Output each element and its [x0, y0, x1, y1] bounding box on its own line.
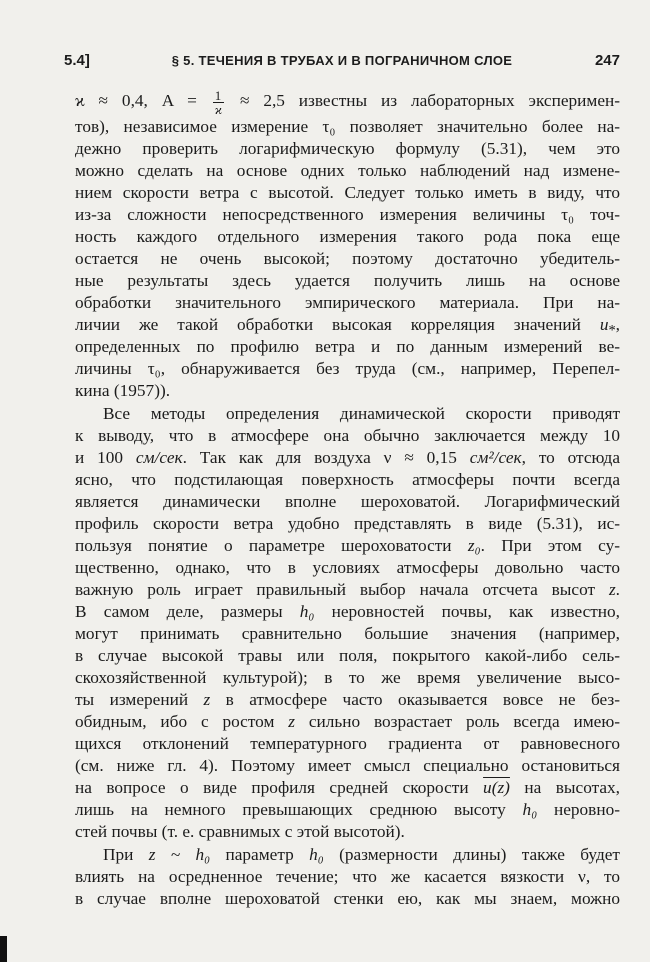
text-line: ты измерений z в атмосфере часто оказывается вовсе не без- [75, 690, 621, 709]
text-line: из-за сложности непосредственного измерения величины τ₀ точ- [75, 205, 620, 224]
text-line: ные результаты здесь удается получить лишь на основе [75, 271, 620, 290]
text-line: и 100 см/сек. Так как для воздуха ν ≈ 0,15 см²/сек, то отсюда [75, 448, 620, 467]
text-line: скохозяйственной культурой); в то же время увеличение высо- [75, 668, 620, 687]
text-line: личины τ₀, обнаруживается без труда (см., например, Перепел- [75, 359, 620, 378]
text-line: нием скорости ветра с высотой. Следует только иметь в виду, что [75, 183, 620, 202]
text-line: остается не очень высокой; поэтому достаточно убедитель- [75, 249, 620, 268]
scan-edge-mark [0, 936, 7, 962]
text-line: тов), независимое измерение τ₀ позволяет значительно более на- [75, 117, 620, 136]
text-line: В самом деле, размеры h₀ неровностей почвы, как известно, [75, 602, 620, 621]
text-line: щихся отклонений температурного градиента от равновесного [75, 734, 620, 753]
text-line: кина (1957)). [75, 381, 171, 400]
text-line: является динамически вполне шероховатой. Логарифмический [75, 492, 620, 511]
page-number: 247 [594, 52, 620, 69]
text-line: обидным, ибо с ростом z сильно возрастает роль всегда имею- [75, 712, 620, 731]
text-line: ясно, что подстилающая поверхность атмосферы почти всегда [75, 470, 620, 489]
text-line: щественно, однако, что в условиях атмосферы довольно часто [75, 558, 620, 577]
text-line: в случае вполне шероховатой стенки ею, как мы знаем, можно [75, 889, 620, 908]
text-line: ϰ ≈ 0,4, A = $\frac{1}{ϰ}$ ≈ 2,5 известны из лабораторных эксперимен- [75, 87, 620, 117]
text-line: обработки значительного эмпирического материала. При на- [75, 293, 620, 312]
text-line: к выводу, что в атмосфере она обычно заключается между 10 [75, 426, 620, 445]
section-number: 5.4] [64, 52, 90, 69]
text-line: Все методы определения динамической скорости приводят [103, 404, 620, 423]
text-line: можно сделать на основе одних только наблюдений над измене- [75, 161, 620, 180]
text-line: влиять на осредненное течение; что же касается вязкости ν, то [75, 867, 620, 886]
text-line: профиль скорости ветра удобно представлять в виде (5.31), ис- [75, 514, 620, 533]
text-line: могут принимать сравнительно большие значения (например, [75, 624, 620, 643]
text-line: лишь на немного превышающих среднюю высоту h₀ неровно- [75, 800, 620, 819]
text-line: При z ~ h₀ параметр h₀ (размерности длины) также будет [103, 845, 620, 864]
text-line: стей почвы (т. е. сравнимых с этой высотой). [75, 822, 405, 841]
text-line: (см. ниже гл. 4). Поэтому имеет смысл специально остановиться [75, 756, 620, 775]
text-line: определенных по профилю ветра и по данным измерений ве- [75, 337, 620, 356]
text-line: в случае высокой травы или поля, покрытого какой-либо сель- [75, 646, 620, 665]
text-line: важную роль играет правильный выбор начала отсчета высот z. [75, 580, 620, 599]
running-title: § 5. ТЕЧЕНИЯ В ТРУБАХ И В ПОГРАНИЧНОМ СЛОЕ [171, 53, 513, 68]
text-line: ность каждого отдельного измерения такого рода пока еще [75, 227, 620, 246]
text-line: пользуя понятие о параметре шероховатости z₀. При этом су- [75, 536, 620, 555]
running-header [64, 50, 620, 72]
text-line: дежно проверить логарифмическую формулу (5.31), чем это [75, 139, 620, 158]
fraction: $\frac{1}{ϰ}$ [214, 87, 223, 117]
text-line: на вопросе о виде профиля средней скорости u(z) на высотах, [75, 778, 621, 797]
text-line: личии же такой обработки высокая корреляция значений $u_*$, [75, 315, 620, 339]
